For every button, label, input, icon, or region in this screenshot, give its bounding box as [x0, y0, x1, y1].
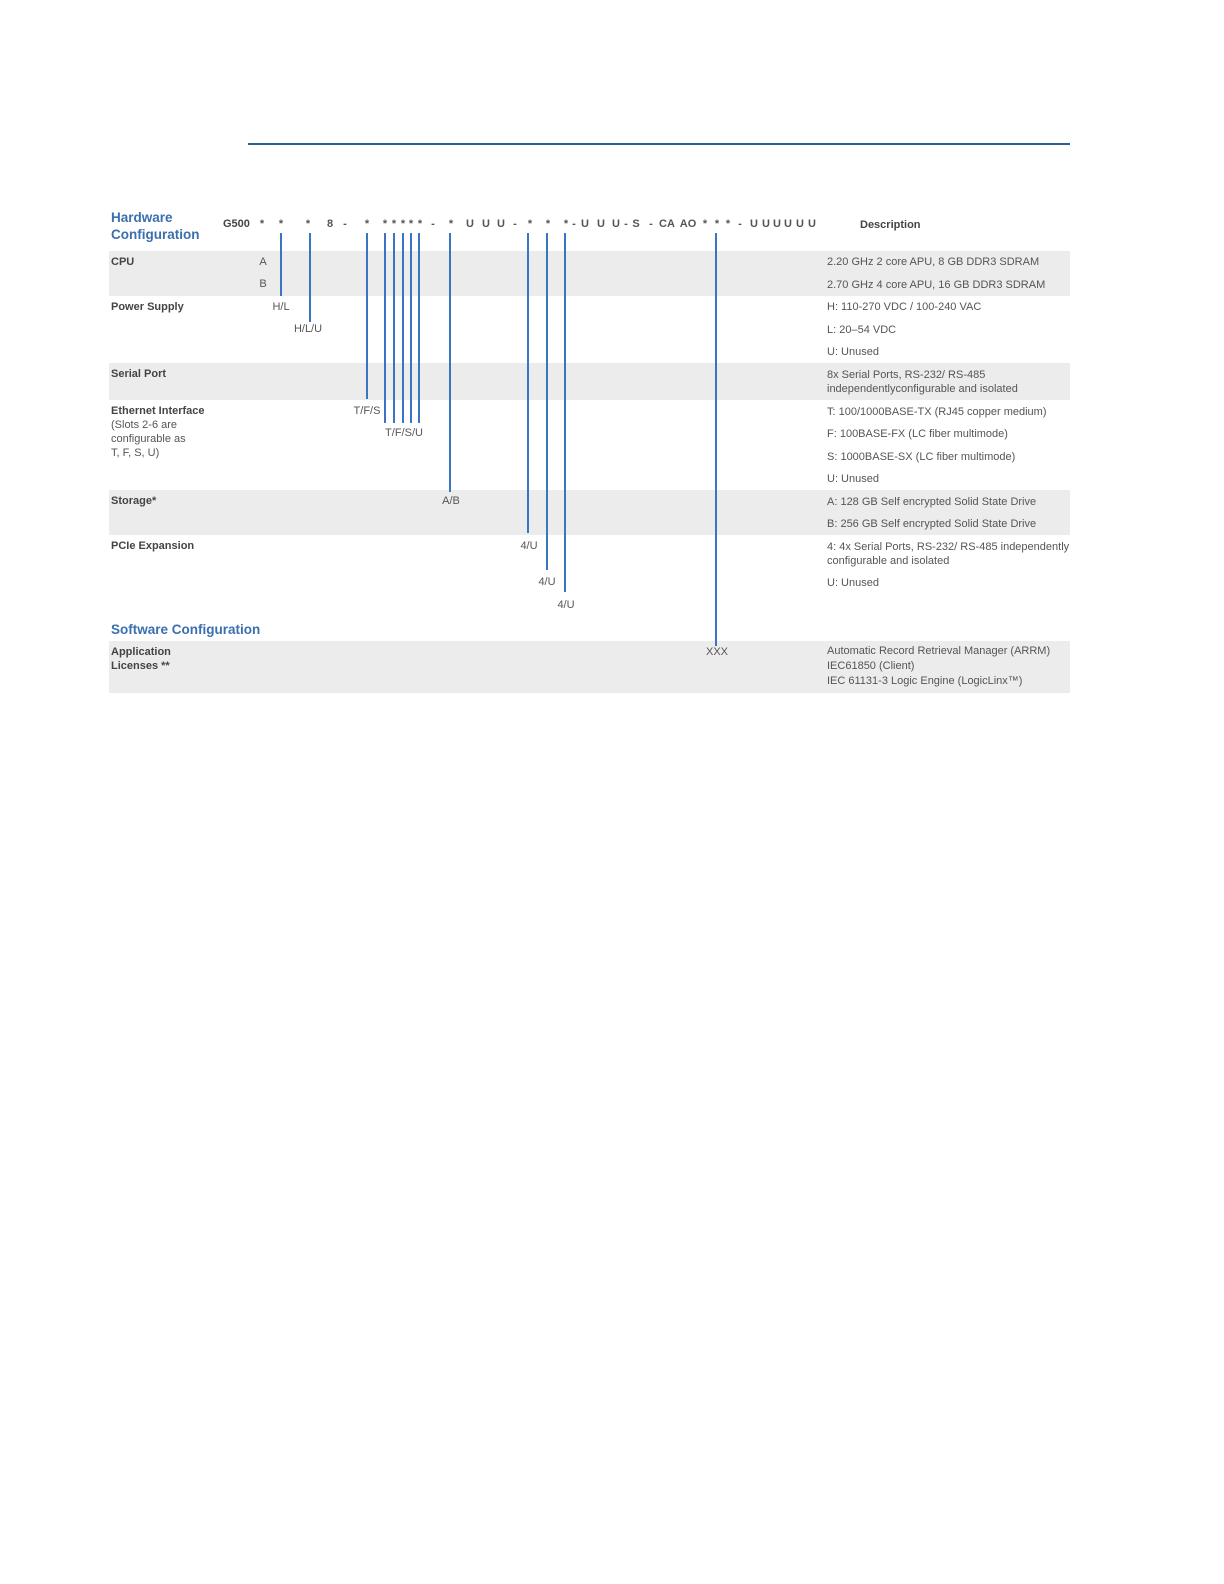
ethernet-label: Ethernet Interface: [111, 405, 205, 417]
ethernet-option-1: T/F/S: [353, 405, 381, 417]
connector-line-pcie-1: [527, 233, 529, 533]
ethernet-desc-s: S: 1000BASE-SX (LC fiber multimode): [827, 451, 1016, 463]
pcie-label: PCIe Expansion: [111, 540, 195, 552]
code-token: U: [773, 218, 781, 230]
code-token: U: [466, 218, 474, 230]
top-rule: [248, 143, 1070, 145]
code-token: -: [649, 218, 653, 230]
serial-port-label: Serial Port: [111, 368, 167, 380]
ethernet-option-2: T/F/S/U: [385, 427, 423, 439]
code-token: U: [597, 218, 605, 230]
connector-line-pcie-2: [546, 233, 548, 570]
ethernet-desc-f: F: 100BASE-FX (LC fiber multimode): [827, 428, 1008, 440]
ethernet-sublabel-3: T, F, S, U): [111, 447, 160, 459]
code-token: -: [624, 218, 628, 230]
code-token: -: [513, 218, 517, 230]
ethernet-sublabel-2: configurable as: [111, 433, 186, 445]
power-option-2: H/L/U: [293, 323, 323, 335]
code-token: *: [527, 218, 533, 230]
pcie-option-1: 4/U: [520, 540, 538, 552]
code-token: *: [563, 218, 569, 230]
code-token: *: [305, 218, 311, 230]
app-licenses-option: XXX: [705, 646, 729, 658]
code-token: U: [482, 218, 490, 230]
code-token: U: [762, 218, 770, 230]
storage-desc-a: A: 128 GB Self encrypted Solid State Drive: [827, 496, 1037, 508]
code-token: -: [738, 218, 742, 230]
code-prefix: G500: [223, 218, 250, 230]
code-token: U: [808, 218, 816, 230]
code-token: *: [448, 218, 454, 230]
app-licenses-label-2: Licenses **: [111, 660, 170, 672]
description-heading: Description: [860, 219, 921, 231]
connector-line-storage: [449, 233, 451, 492]
app-licenses-desc-iec61850: IEC61850 (Client): [827, 660, 915, 672]
cpu-desc-a: 2.20 GHz 2 core APU, 8 GB DDR3 SDRAM: [827, 256, 1040, 268]
cpu-desc-b: 2.70 GHz 4 core APU, 16 GB DDR3 SDRAM: [827, 279, 1046, 291]
serial-desc-2: independentlyconfigurable and isolated: [827, 383, 1018, 395]
pcie-desc-u: U: Unused: [827, 577, 879, 589]
code-token: U: [796, 218, 804, 230]
code-token: *: [259, 218, 265, 230]
code-token: U: [612, 218, 620, 230]
pcie-desc-4-line2: configurable and isolated: [827, 555, 950, 567]
connector-line-licenses: [715, 233, 717, 648]
code-token: 8: [326, 218, 334, 230]
storage-option: A/B: [442, 495, 460, 507]
ethernet-desc-t: T: 100/1000BASE-TX (RJ45 copper medium): [827, 406, 1047, 418]
code-token: *: [725, 218, 731, 230]
cpu-label: CPU: [111, 256, 135, 268]
code-token: *: [278, 218, 284, 230]
code-token: *: [702, 218, 708, 230]
software-heading: Software Configuration: [111, 622, 261, 637]
code-token: -: [343, 218, 347, 230]
connector-line-eth-3: [402, 233, 404, 423]
serial-desc-1: 8x Serial Ports, RS-232/ RS-485: [827, 369, 986, 381]
power-supply-label: Power Supply: [111, 301, 184, 313]
app-licenses-desc-logiclinx: IEC 61131-3 Logic Engine (LogicLinx™): [827, 675, 1023, 687]
pcie-desc-4-line1: 4: 4x Serial Ports, RS-232/ RS-485 independently: [827, 541, 1070, 553]
connector-line-cpu: [280, 233, 282, 296]
code-token: -: [572, 218, 576, 230]
connector-line-eth-4: [410, 233, 412, 423]
ethernet-desc-u: U: Unused: [827, 473, 879, 485]
code-token: U: [497, 218, 505, 230]
storage-label: Storage*: [111, 495, 157, 507]
code-token: S: [632, 218, 640, 230]
code-token: *: [714, 218, 720, 230]
pcie-option-3: 4/U: [557, 599, 575, 611]
ethernet-sublabel-1: (Slots 2-6 are: [111, 419, 178, 431]
code-token: *: [400, 218, 406, 230]
app-licenses-label-1: Application: [111, 646, 171, 658]
code-token: AO: [679, 218, 697, 230]
connector-line-eth-2: [393, 233, 395, 423]
power-desc-l: L: 20–54 VDC: [827, 324, 897, 336]
power-desc-u: U: Unused: [827, 346, 879, 358]
code-token: U: [581, 218, 589, 230]
code-token: *: [364, 218, 370, 230]
connector-line-eth-1: [384, 233, 386, 423]
storage-desc-b: B: 256 GB Self encrypted Solid State Drive: [827, 518, 1037, 530]
connector-line-eth-5: [418, 233, 420, 423]
cpu-option-a: A: [259, 256, 267, 268]
connector-line-serial: [366, 233, 368, 399]
connector-line-pcie-3: [564, 233, 566, 592]
cpu-option-b: B: [259, 278, 267, 290]
power-desc-h: H: 110-270 VDC / 100-240 VAC: [827, 301, 982, 313]
code-token: *: [382, 218, 388, 230]
code-token: *: [417, 218, 423, 230]
hardware-heading-line2: Configuration: [111, 227, 200, 242]
code-token: *: [391, 218, 397, 230]
code-token: -: [431, 218, 435, 230]
hardware-heading-line1: Hardware: [111, 210, 173, 225]
code-token: U: [784, 218, 792, 230]
code-token: *: [545, 218, 551, 230]
code-token: U: [750, 218, 758, 230]
power-option-1: H/L: [272, 301, 290, 313]
connector-line-power: [309, 233, 311, 322]
code-token: CA: [659, 218, 675, 230]
code-token: *: [408, 218, 414, 230]
app-licenses-desc-arrm: Automatic Record Retrieval Manager (ARRM): [827, 645, 1051, 657]
pcie-option-2: 4/U: [538, 576, 556, 588]
